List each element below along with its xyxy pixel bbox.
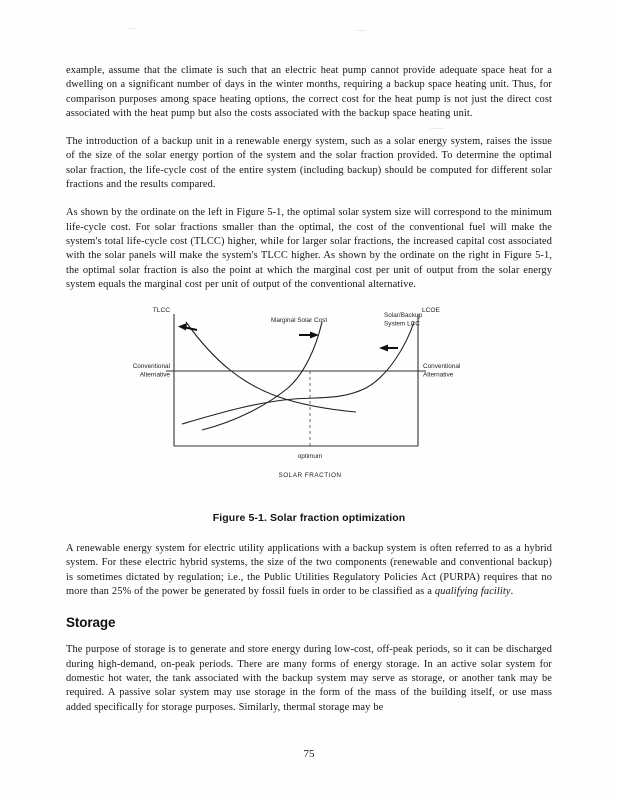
marginal-conventional-cost-curve [186, 322, 356, 412]
left-conventional-alternative-label-line1: Conventional [132, 363, 170, 371]
page-number: 75 [303, 748, 315, 760]
marginal-solar-cost-curve [202, 322, 322, 430]
paragraph-3: As shown by the ordinate on the left in Figure 5-1, the optimal solar system size will correspond to the minimum life-cycle cost. For solar fractions smaller than the optimal, the cost of the conventional fuel will make the system's total life-cycle cost (TLCC) higher, while for larger solar fractions, the increased capital cost associated with the solar panels will make the system's TLCC higher. As shown by the ordinate on the right in Figure 5-1, the optimal solar fraction is also the point at which the marginal cost per unit of output from the solar energy system equals the marginal cost per unit of output of the conventional alternative. [66, 207, 552, 290]
x-axis-title: SOLAR FRACTION [278, 472, 342, 480]
scan-artifact [128, 28, 136, 29]
hybrid-text-after-italic: . [510, 586, 514, 598]
document-body [66, 64, 552, 729]
qualifying-facility-italic: qualifying facility [434, 586, 511, 598]
figure-caption: Figure 5-1. Solar fraction optimization [212, 512, 406, 525]
marginal-solar-cost-label: Marginal Solar Cost [271, 317, 328, 325]
right-conventional-alternative-label-line1: Conventional [423, 363, 461, 371]
left-axis-title: TLCC [152, 307, 170, 315]
right-conventional-alternative-label-line2: Alternative [423, 371, 454, 379]
section-heading-storage: Storage [66, 615, 116, 631]
optimum-label: optimum [297, 453, 323, 461]
paragraph-storage: The purpose of storage is to generate and store energy during low-cost, off-peak periods, so it can be discharged during high-demand, on-peak periods. There are many forms of energy storage. In an active solar system for domestic hot water, the tank associated with the backup system may serve as storage, or another tank may be required. A passive solar system may use storage in the form of the mass of the building itself, or use mass added specifically for storage purposes. Similarly, thermal storage may be [66, 644, 552, 713]
right-arrow-marginal-solar [299, 332, 319, 339]
solar-fraction-optimization-chart [66, 306, 552, 506]
hybrid-text-before-italic: A renewable energy system for electric utility applications with a backup system is often referred to as a hybrid system. For these electric hybrid systems, the size of the two components (renewable and conventional backup) is sometimes dictated by regulation; i.e., the Public Utilities Regulatory Policies Act (PURPA) requires that no more than 25% of the power be generated by fossil fuels in order to be classified as a [66, 543, 552, 598]
solar-backup-system-lcc-curve [182, 322, 414, 424]
left-arrow-solar-backup [379, 345, 398, 352]
paragraph-1: example, assume that the climate is such that an electric heat pump cannot provide adequate space heat for a dwelling on a significant number of days in the winter months, requiring a backup space heating unit. Thus, for comparison purposes among space heating options, the correct cost for the heat pump is not just the direct cost associated with the heat pump but also the costs associated with the backup space heating unit. [66, 65, 552, 119]
paragraph-2: The introduction of a backup unit in a renewable energy system, such as a solar energy system, raises the issue of the size of the solar energy portion of the system and the solar fraction provided. To determine the optimal solar fraction, the life-cycle cost of the entire system (including backup) should be computed for different solar fractions and the results compared. [66, 136, 552, 191]
figure-5-1 [66, 306, 552, 506]
scan-artifact [356, 30, 366, 31]
solar-backup-lcc-label-line1: Solar/Backup [384, 312, 423, 320]
right-axis-title: LCOE [422, 307, 440, 315]
paragraph-hybrid-system [66, 542, 552, 599]
solar-backup-lcc-label-line2: System LCC [384, 320, 420, 328]
left-conventional-alternative-label-line2: Alternative [139, 371, 170, 379]
